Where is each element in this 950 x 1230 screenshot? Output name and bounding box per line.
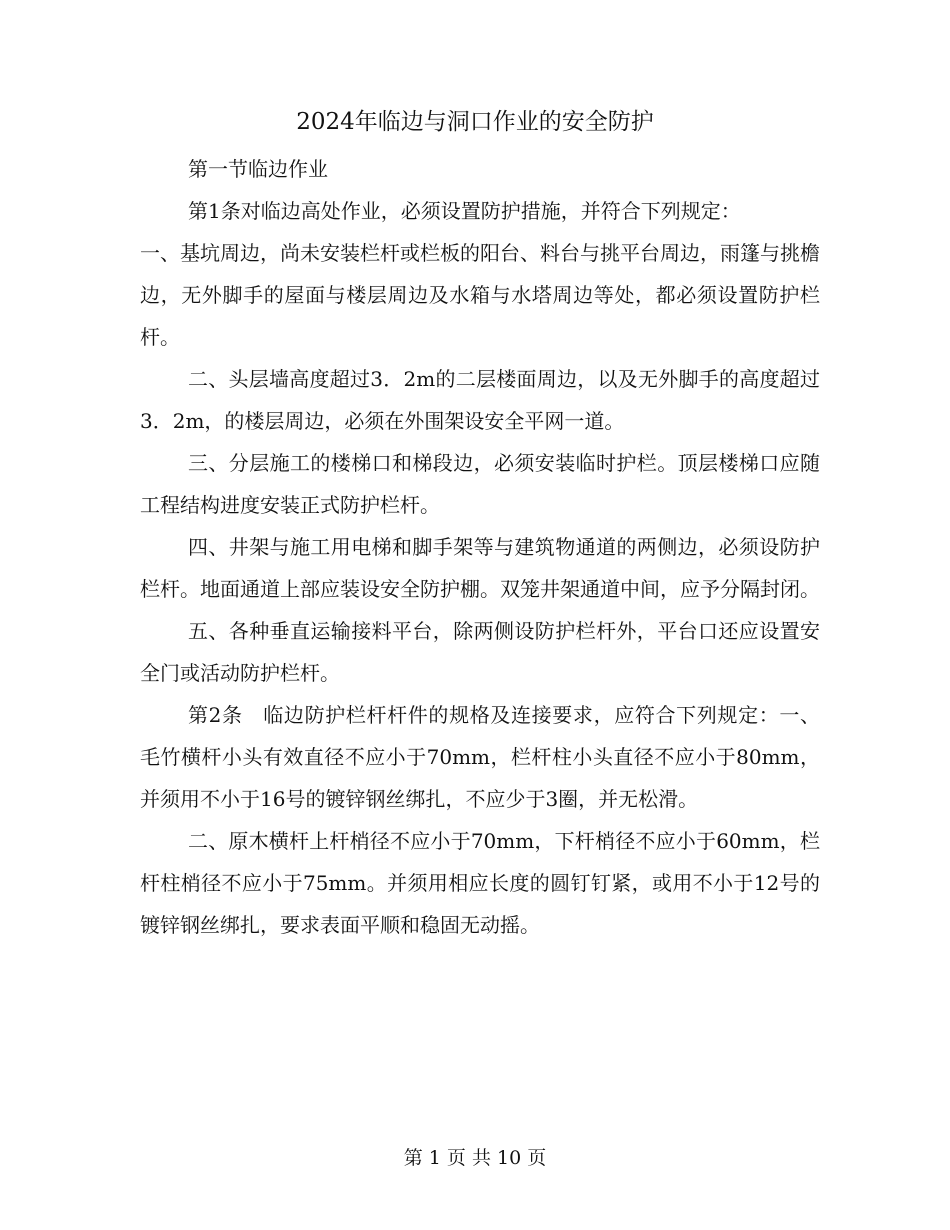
paragraph: 二、原木横杆上杆梢径不应小于70mm，下杆梢径不应小于60mm，栏杆柱梢径不应小于75mm。并须用相应长度的圆钉钉紧，或用不小于12号的镀锌钢丝绑扎，要求表面平顺和稳固无动摇。 bbox=[140, 829, 820, 937]
paragraph: 第1条对临边高处作业，必须设置防护措施，并符合下列规定： bbox=[188, 199, 741, 223]
paragraph: 四、井架与施工用电梯和脚手架等与建筑物通道的两侧边，必须设防护栏杆。地面通道上部应装设安全防护棚。双笼井架通道中间，应予分隔封闭。 bbox=[140, 535, 820, 601]
paragraph: 一、基坑周边，尚未安装栏杆或栏板的阳台、料台与挑平台周边，雨篷与挑檐边，无外脚手的屋面与楼层周边及水箱与水塔周边等处，都必须设置防护栏杆。 bbox=[140, 241, 820, 349]
paragraph: 第2条 临边防护栏杆杆件的规格及连接要求，应符合下列规定：一、毛竹横杆小头有效直径不应小于70mm，栏杆柱小头直径不应小于80mm，并须用不小于16号的镀锌钢丝绑扎，不应少于3圈，并无松滑。 bbox=[140, 703, 820, 811]
page-footer: 第 1 页 共 10 页 bbox=[403, 1147, 547, 1169]
paragraph: 二、头层墙高度超过3．2m的二层楼面周边，以及无外脚手的高度超过3．2m，的楼层周边，必须在外围架设安全平网一道。 bbox=[140, 367, 820, 433]
paragraph: 五、各种垂直运输接料平台，除两侧设防护栏杆外，平台口还应设置安全门或活动防护栏杆。 bbox=[140, 619, 820, 685]
paragraph: 第一节临边作业 bbox=[188, 157, 328, 181]
document-body bbox=[140, 148, 820, 946]
paragraph: 三、分层施工的楼梯口和梯段边，必须安装临时护栏。顶层楼梯口应随工程结构进度安装正式防护栏杆。 bbox=[140, 451, 820, 517]
document-title: 2024年临边与洞口作业的安全防护 bbox=[296, 109, 654, 135]
